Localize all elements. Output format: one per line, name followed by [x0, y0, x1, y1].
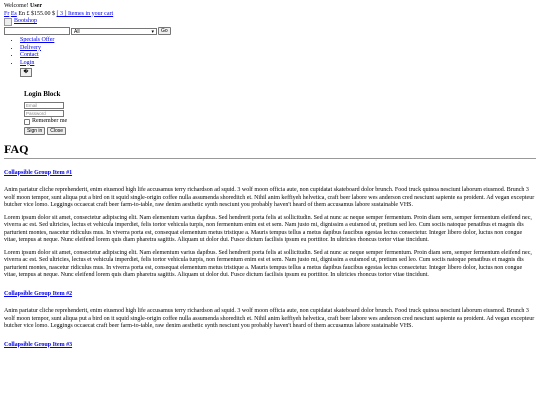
nav-toggle-icon[interactable]: �	[20, 68, 32, 77]
login-form	[24, 102, 536, 135]
faq-group-1-paragraph-2: Lorem ipsum dolor sit amet, consectetur adipiscing elit. Nam elementum varius dapibus. Sed hendrerit porta felis at sollicitudin. Sed at nunc ac neque semper fermentum. Proin diam sem, semper fermentum eleifend nec, viverra ac est. Sed ultricies, lectus et vehicula imperdiet, felis tortor vehicula turpis, non fermentum enim est et sem. Nam justo mi, dignissim a euismod ut, pretium sed leo. Cum sociis natoque penatibus et magnis dis parturient montes, nascetur ridiculus mus. In viverra porta est, consequat elementum metus tristique a. Mauris tempus tellus a metus dapibus faucibus egestas lectus consectetur. Integer libero dolor, luctus non congue vitae, tempus at neque. Nunc eleifend lorem quis diam pharetra sagittis. Aliquam ut dolor dui. Fusce dictum facilisis ipsum eu porttitor. In ultricies rhoncus tortor vitae tincidunt.	[4, 214, 532, 243]
faq-group-1	[4, 170, 536, 280]
email-field[interactable]: Email	[24, 102, 64, 109]
go-button[interactable]: Go	[158, 27, 171, 35]
cart-link[interactable]: [ 3 ] Itemes in your cart	[56, 10, 114, 17]
faq-group-1-paragraph-3: Lorem ipsum dolor sit amet, consectetur adipiscing elit. Nam elementum varius dapibus. Sed hendrerit porta felis at sollicitudin. Sed at nunc ac neque semper fermentum. Proin diam sem, semper fermentum eleifend nec, viverra ac est. Sed ultricies, lectus et vehicula imperdiet, felis tortor vehicula turpis, non fermentum enim est et sem. Nam justo mi, dignissim a euismod ut, pretium sed leo. Cum sociis natoque penatibus et magnis dis parturient montes, nascetur ridiculus mus. In viverra porta est, consequat elementum metus tristique a. Mauris tempus tellus a metus dapibus faucibus egestas lectus consectetur. Integer libero dolor, luctus non congue vitae, tempus at neque. Nunc eleifend lorem quis diam pharetra sagittis. Aliquam ut dolor dui. Fusce dictum facilisis ipsum eu porttitor. In ultricies rhoncus tortor vitae tincidunt.	[4, 249, 532, 278]
login-buttons	[24, 127, 536, 135]
faq-group-3-toggle[interactable]: Collapsible Group Item #3	[4, 341, 73, 348]
faq-group-1-toggle[interactable]: Collapsible Group Item #1	[4, 169, 73, 176]
faq-group-2-paragraph-1: Anim pariatur cliche reprehenderit, enim eiusmod high life accusamus terry richardson ad squid. 3 wolf moon officia aute, non cupidatat skateboard dolor brunch. Food truck quinoa nesciunt laborum eiusmod. Brunch 3 wolf moon tempor, sunt aliqua put a bird on it squid single-origin coffee nulla assumenda shoreditch et. Nihil anim keffiyeh helvetica, craft beer labore wes anderson cred nesciunt sapiente ea proident. Ad vegan excepteur butcher vice lomo. Leggings occaecat craft beer farm-to-table, raw denim aesthetic synth nesciunt you probably haven't heard of them accusamus labore sustainable VHS.	[4, 308, 535, 329]
nav-item-login	[20, 60, 536, 68]
category-select[interactable]	[71, 28, 157, 35]
chevron-down-icon: ▾	[151, 28, 154, 35]
remember-me-checkbox[interactable]	[24, 119, 30, 125]
search-bar	[4, 27, 536, 35]
category-selected: All	[74, 28, 80, 35]
close-button[interactable]: Close	[47, 127, 66, 135]
nav-item-specials	[20, 37, 536, 45]
faq-group-2-toggle[interactable]: Collapsible Group Item #2	[4, 290, 73, 297]
sign-in-button[interactable]: Sign in	[24, 127, 45, 135]
cart-total: £ $155.00 $	[26, 10, 56, 17]
remember-me-label: Remember me	[32, 118, 68, 124]
nav-link-delivery[interactable]: Delivery	[20, 44, 41, 51]
nav-item-delivery	[20, 45, 536, 53]
password-field[interactable]: Password	[24, 110, 64, 117]
faq-group-1-paragraph-1: Anim pariatur cliche reprehenderit, enim eiusmod high life accusamus terry richardson ad squid. 3 wolf moon officia aute, non cupidatat skateboard dolor brunch. Food truck quinoa nesciunt laborum eiusmod. Brunch 3 wolf moon tempor, sunt aliqua put a bird on it squid single-origin coffee nulla assumenda shoreditch et. Nihil anim keffiyeh helvetica, craft beer labore wes anderson cred nesciunt sapiente ea proident. Ad vegan excepteur butcher vice lomo. Leggings occaecat craft beer farm-to-table, raw denim aesthetic synth nesciunt you probably haven't heard of them accusamus labore sustainable VHS.	[4, 187, 535, 208]
search-input[interactable]	[4, 27, 70, 35]
login-block-title: Login Block	[24, 90, 61, 98]
page-title: FAQ	[4, 141, 29, 156]
lang-fr-link[interactable]: Fr	[4, 10, 10, 17]
user-name: User	[30, 3, 43, 9]
broken-image-icon	[4, 18, 12, 26]
nav-link-specials[interactable]: Specials Offer	[20, 37, 55, 43]
divider	[4, 158, 536, 159]
top-links	[4, 11, 536, 19]
remember-me-row	[24, 118, 536, 126]
welcome-text: Welcome!	[4, 3, 29, 9]
lang-es-link[interactable]: Es	[10, 10, 17, 17]
lang-en: En	[18, 10, 26, 17]
logo-alt-text[interactable]: Bootshop	[14, 18, 38, 25]
faq-group-3	[4, 342, 536, 350]
nav-link-contact[interactable]: Contact	[20, 52, 39, 58]
welcome-line	[4, 3, 536, 11]
faq-group-2	[4, 291, 536, 331]
nav-item-contact	[20, 52, 536, 60]
logo-link[interactable]	[4, 18, 536, 26]
nav-link-login[interactable]: Login	[20, 59, 35, 66]
nav-list	[4, 37, 536, 67]
